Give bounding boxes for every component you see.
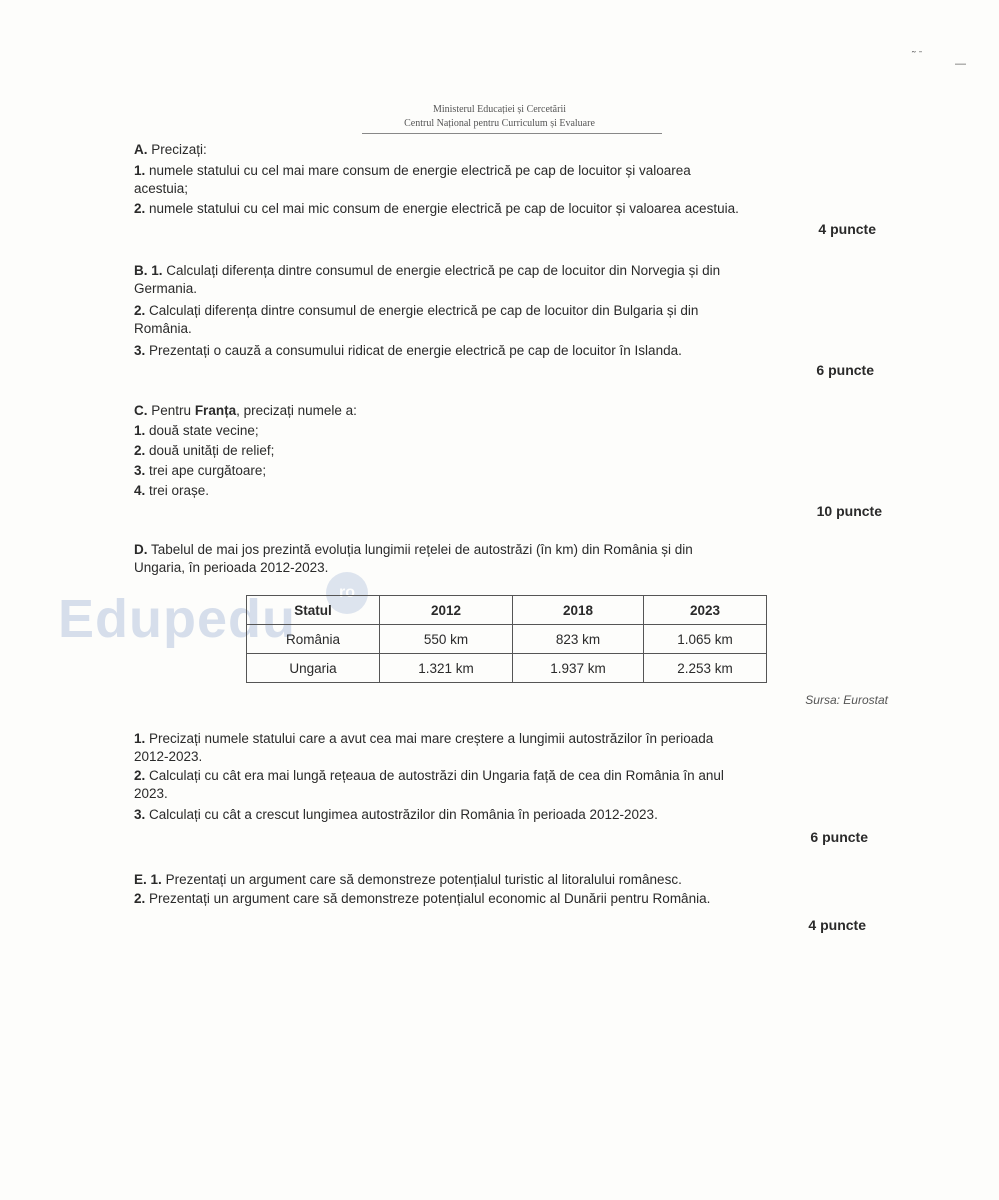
section-c-points: 10 puncte <box>816 503 882 519</box>
section-e-item-1 <box>134 871 894 889</box>
intro-text: Pentru <box>151 403 192 418</box>
table-header-cell: 2018 <box>513 596 644 625</box>
item-text: două unități de relief; <box>149 443 275 458</box>
header-ministry: Ministerul Educației și Cercetării <box>432 104 566 115</box>
section-c-label: C. <box>134 403 148 418</box>
section-a-intro-text: Precizați: <box>151 142 207 157</box>
item-text: Prezentați o cauză a consumului ridicat de energie electrică pe cap de locuitor în Islanda. <box>149 343 682 358</box>
table-header-row <box>247 596 767 625</box>
section-b-item-3 <box>134 342 894 360</box>
item-text: Calculați diferența dintre consumul de energie electrică pe cap de locuitor din Norvegia și din <box>166 263 721 278</box>
table-cell: 1.065 km <box>644 625 767 654</box>
item-text: Calculați diferența dintre consumul de energie electrică pe cap de locuitor din Bulgaria și din <box>149 303 699 318</box>
header-center: Centrul Național pentru Curriculum și Evaluare <box>404 118 595 129</box>
table-source: Sursa: Eurostat <box>805 693 888 707</box>
section-b-item-1 <box>134 262 894 280</box>
item-number: 2. <box>134 201 146 216</box>
section-b-item-2 <box>134 302 894 320</box>
section-b-points: 6 puncte <box>816 362 874 378</box>
section-d-points: 6 puncte <box>810 829 868 845</box>
table-row <box>247 654 767 683</box>
section-d-item-2 <box>134 767 894 785</box>
item-text: Prezentați un argument care să demonstreze potențialul turistic al litoralului românesc. <box>165 872 682 887</box>
section-b-label: B. <box>134 263 148 278</box>
table-cell: 823 km <box>513 625 644 654</box>
item-text: Prezentați un argument care să demonstreze potențialul economic al Dunării pentru România. <box>149 891 711 906</box>
item-number: 2. <box>134 303 146 318</box>
section-c-item-2 <box>134 442 894 460</box>
item-text: trei ape curgătoare; <box>149 463 267 478</box>
section-e-item-2 <box>134 890 894 908</box>
table-row <box>247 625 767 654</box>
table-header-cell: Statul <box>247 596 380 625</box>
item-number: 4. <box>134 483 146 498</box>
section-c-item-4 <box>134 482 894 500</box>
section-d-item-3 <box>134 806 894 824</box>
table-cell: Ungaria <box>247 654 380 683</box>
section-e-label: E. <box>134 872 147 887</box>
table-header-cell: 2023 <box>644 596 767 625</box>
section-a-label: A. <box>134 142 148 157</box>
section-c-item-3 <box>134 462 894 480</box>
section-a-item-2 <box>134 200 894 218</box>
section-d-intro-cont: Ungaria, în perioada 2012-2023. <box>134 560 329 575</box>
table-cell: 550 km <box>380 625 513 654</box>
table-cell: România <box>247 625 380 654</box>
item-text: numele statului cu cel mai mare consum de energie electrică pe cap de locuitor și valoarea <box>149 163 691 178</box>
section-a-item-1 <box>134 162 894 180</box>
section-a-points: 4 puncte <box>818 221 876 237</box>
item-text: trei orașe. <box>149 483 210 498</box>
item-number: 3. <box>134 343 146 358</box>
table-cell: 1.937 km <box>513 654 644 683</box>
section-d-label: D. <box>134 542 148 557</box>
section-d-item-1-cont: 2012-2023. <box>134 749 203 764</box>
scan-mark: ˜ ˉ <box>912 50 923 62</box>
watermark-logo: Edupedu <box>58 589 296 649</box>
item-number: 2. <box>134 891 146 906</box>
item-text: Calculați cu cât era mai lungă rețeaua de autostrăzi din Ungaria față de cea din România în anul <box>149 768 724 783</box>
section-d-item-2-cont: 2023. <box>134 786 168 801</box>
section-a-item-1-cont: acestuia; <box>134 181 189 196</box>
intro-text: , precizați numele a: <box>236 403 357 418</box>
section-d-item-1 <box>134 730 894 748</box>
watermark-badge: ro <box>326 572 368 614</box>
item-number: 1. <box>151 263 163 278</box>
highway-table <box>246 595 767 683</box>
section-e-points: 4 puncte <box>808 917 866 933</box>
item-number: 3. <box>134 807 146 822</box>
item-number: 1. <box>134 731 146 746</box>
item-text: numele statului cu cel mai mic consum de energie electrică pe cap de locuitor și valoarea acestuia. <box>149 201 739 216</box>
item-text: două state vecine; <box>149 423 259 438</box>
item-text: Precizați numele statului care a avut cea mai mare creștere a lungimii autostrăzilor în perioada <box>149 731 714 746</box>
section-d-intro <box>134 541 894 559</box>
header-divider <box>362 133 662 134</box>
item-text: Calculați cu cât a crescut lungimea autostrăzilor din România în perioada 2012-2023. <box>149 807 658 822</box>
section-a-intro <box>134 141 894 159</box>
section-c-item-1 <box>134 422 894 440</box>
section-b-item-1-cont: Germania. <box>134 281 198 296</box>
intro-text: Tabelul de mai jos prezintă evoluția lungimii rețelei de autostrăzi (în km) din România și din <box>151 542 693 557</box>
item-number: 3. <box>134 463 146 478</box>
scan-mark: — <box>955 58 966 70</box>
item-number: 2. <box>134 768 146 783</box>
item-number: 1. <box>150 872 162 887</box>
item-number: 1. <box>134 163 146 178</box>
section-c-intro <box>134 402 894 420</box>
item-number: 1. <box>134 423 146 438</box>
item-number: 2. <box>134 443 146 458</box>
country-name: Franța <box>194 403 237 418</box>
section-b-item-2-cont: România. <box>134 321 192 336</box>
table-header-cell: 2012 <box>380 596 513 625</box>
table-cell: 1.321 km <box>380 654 513 683</box>
table-cell: 2.253 km <box>644 654 767 683</box>
